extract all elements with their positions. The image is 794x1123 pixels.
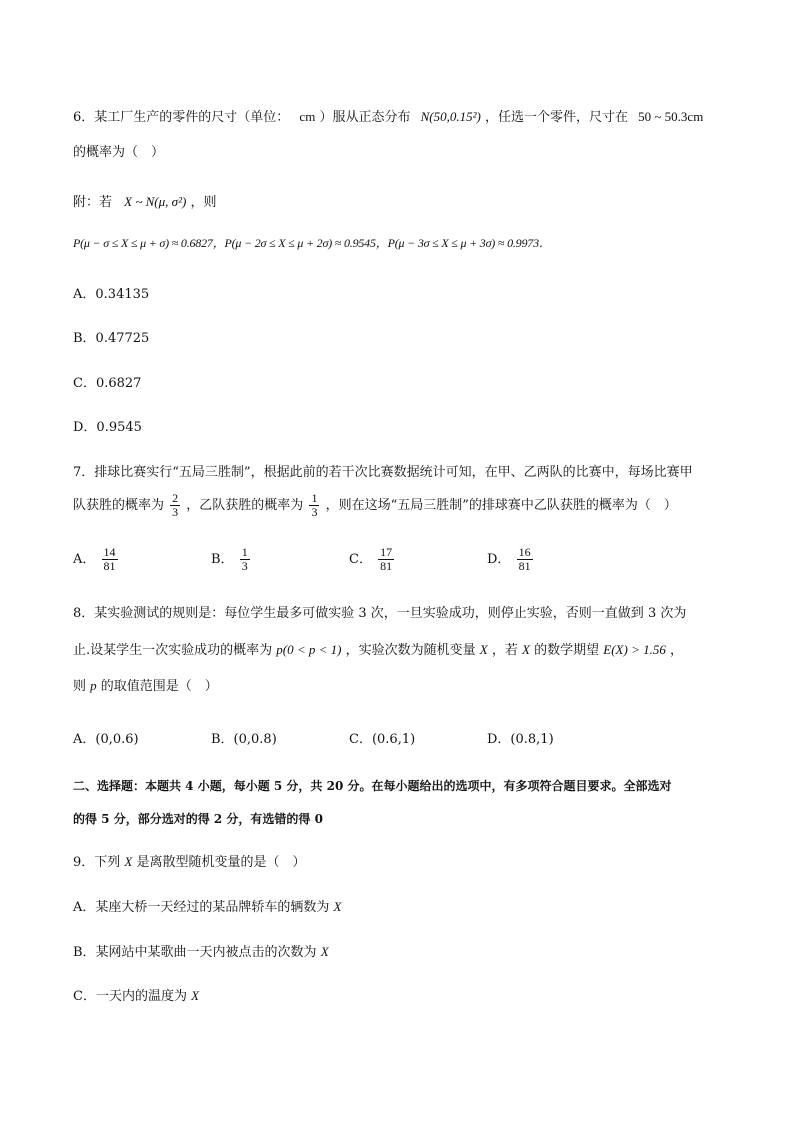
q7-fraction-b-denominator: 3	[311, 505, 318, 519]
q6-line-2: 的概率为（ ）	[73, 145, 165, 160]
q9-option-c-variable: X	[191, 988, 200, 1003]
q7-option-c[interactable]	[349, 546, 396, 573]
q9-variable-x: X	[124, 854, 133, 869]
q9-option-a-text: A．某座大桥一天经过的某品牌轿车的辆数为	[73, 900, 330, 915]
q7-fraction-b	[309, 492, 319, 519]
q6-text-b: ）服从正态分布	[319, 110, 411, 125]
q9-option-c-text: C．一天内的温度为	[73, 989, 187, 1004]
q7-option-a-label: A．	[73, 552, 96, 567]
q8-line-3	[73, 677, 218, 696]
q7-option-d-denominator: 81	[518, 559, 531, 573]
q6-text-c: ，任选一个零件，尺寸在	[484, 110, 628, 125]
q7-option-b-label: B．	[211, 552, 234, 567]
q7-option-b-numerator: 1	[241, 545, 248, 559]
q6-formula-line: P(μ − σ ≤ X ≤ μ + σ) ≈ 0.6827，P(μ − 2σ ≤ X ≤ μ + 2σ) ≈ 0.9545，P(μ − 3σ ≤ X ≤ μ + 3σ) ≈ 0.9973．	[73, 236, 551, 250]
q8-variable-p: p	[90, 678, 97, 693]
q7-option-a-denominator: 81	[103, 559, 116, 573]
q7-line-1: 7．排球比赛实行“五局三胜制”，根据此前的若干次比赛数据统计可知，在甲、乙两队的比赛中，每场比赛甲	[73, 465, 693, 480]
q8-line-2	[73, 641, 683, 660]
q8-text-h: 的取值范围是（ ）	[100, 679, 218, 694]
q7-option-c-denominator: 81	[380, 559, 393, 573]
q7-fraction-a-denominator: 3	[172, 505, 179, 519]
q6-text-a: 6．某工厂生产的零件的尺寸（单位：	[73, 110, 290, 125]
section-2-heading-line-2: 的得 5 分，部分选对的得 2 分，有选错的得 0	[73, 812, 323, 826]
q7-option-b-fraction	[240, 546, 250, 573]
q9-option-b-text: B．某网站中某歌曲一天内被点击的次数为	[73, 945, 317, 960]
q8-text-g: 则	[73, 679, 87, 694]
q8-text-f: ，	[669, 643, 683, 658]
q8-option-d[interactable]: D．(0.8,1)	[487, 732, 554, 747]
q6-note	[73, 193, 216, 212]
q9-option-a-variable: X	[333, 899, 342, 914]
q9-text-a: 9．下列	[73, 855, 121, 870]
q9-stem	[73, 853, 306, 872]
q6-unit: cm	[299, 109, 316, 124]
q7-text-a: 队获胜的概率为	[73, 498, 165, 513]
q7-option-c-label: C．	[349, 552, 372, 567]
q7-text-b: ，乙队获胜的概率为	[186, 498, 304, 513]
q8-p-range: p(0 < p < 1)	[276, 642, 342, 657]
q6-distribution: N(50,0.15²)	[420, 109, 481, 124]
q9-text-b: 是离散型随机变量的是（ ）	[136, 855, 306, 870]
q7-option-a-fraction	[102, 546, 118, 573]
q6-note-label: 附：若	[73, 195, 113, 210]
q7-option-d-label: D．	[487, 552, 511, 567]
q7-option-b[interactable]	[211, 546, 252, 573]
section-2-heading-line-1: 二、选择题：本题共 4 小题，每小题 5 分，共 20 分。在每小题给出的选项中，有多项符合题目要求。全部选对	[73, 779, 672, 793]
q8-option-c[interactable]: C．(0.6,1)	[349, 732, 416, 747]
q6-option-a[interactable]: A．0.34135	[73, 287, 150, 302]
q6-option-c[interactable]: C．0.6827	[73, 376, 142, 391]
q6-note-formula: X ~ N(μ, σ²)	[124, 194, 187, 209]
q7-fraction-a-numerator: 2	[172, 491, 179, 505]
q7-option-b-denominator: 3	[241, 559, 248, 573]
q8-expectation: E(X) > 1.56	[603, 642, 666, 657]
q7-text-c: ，则在这场“五局三胜制”的排球赛中乙队获胜的概率为（ ）	[325, 498, 677, 513]
q8-variable-x-2: X	[522, 642, 530, 657]
q6-line-1	[73, 108, 703, 127]
q9-option-c[interactable]	[73, 987, 199, 1006]
q8-option-a[interactable]: A．(0,0.6)	[73, 732, 139, 747]
q7-option-d-fraction	[517, 546, 533, 573]
q6-note-then: ，则	[190, 195, 217, 210]
q6-option-b[interactable]: B．0.47725	[73, 331, 150, 346]
q7-option-d-numerator: 16	[518, 545, 531, 559]
q7-fraction-b-numerator: 1	[311, 491, 318, 505]
q7-line-2	[73, 491, 677, 521]
q8-text-d: 的数学期望	[534, 643, 600, 658]
q8-text-a: 止.设某学生一次实验成功的概率为	[73, 643, 273, 658]
q7-fraction-a	[170, 492, 180, 519]
q7-option-d[interactable]	[487, 546, 535, 573]
q8-option-b[interactable]: B．(0,0.8)	[211, 732, 277, 747]
q9-option-a[interactable]	[73, 898, 341, 917]
q9-option-b-variable: X	[320, 944, 329, 959]
q8-text-c: ，若	[491, 643, 518, 658]
q7-option-a[interactable]	[73, 546, 120, 573]
q6-range: 50 ~ 50.3cm	[638, 109, 704, 124]
q7-option-c-fraction	[378, 546, 394, 573]
q7-option-a-numerator: 14	[103, 545, 116, 559]
q9-option-b[interactable]	[73, 943, 329, 962]
q8-variable-x: X	[479, 642, 488, 657]
q8-line-1: 8．某实验测试的规则是：每位学生最多可做实验 3 次，一旦实验成功，则停止实验，否则一直做到 3 次为	[73, 606, 687, 621]
q7-option-c-numerator: 17	[380, 545, 393, 559]
q8-text-b: ，实验次数为随机变量	[345, 643, 476, 658]
q6-option-d[interactable]: D．0.9545	[73, 420, 142, 435]
